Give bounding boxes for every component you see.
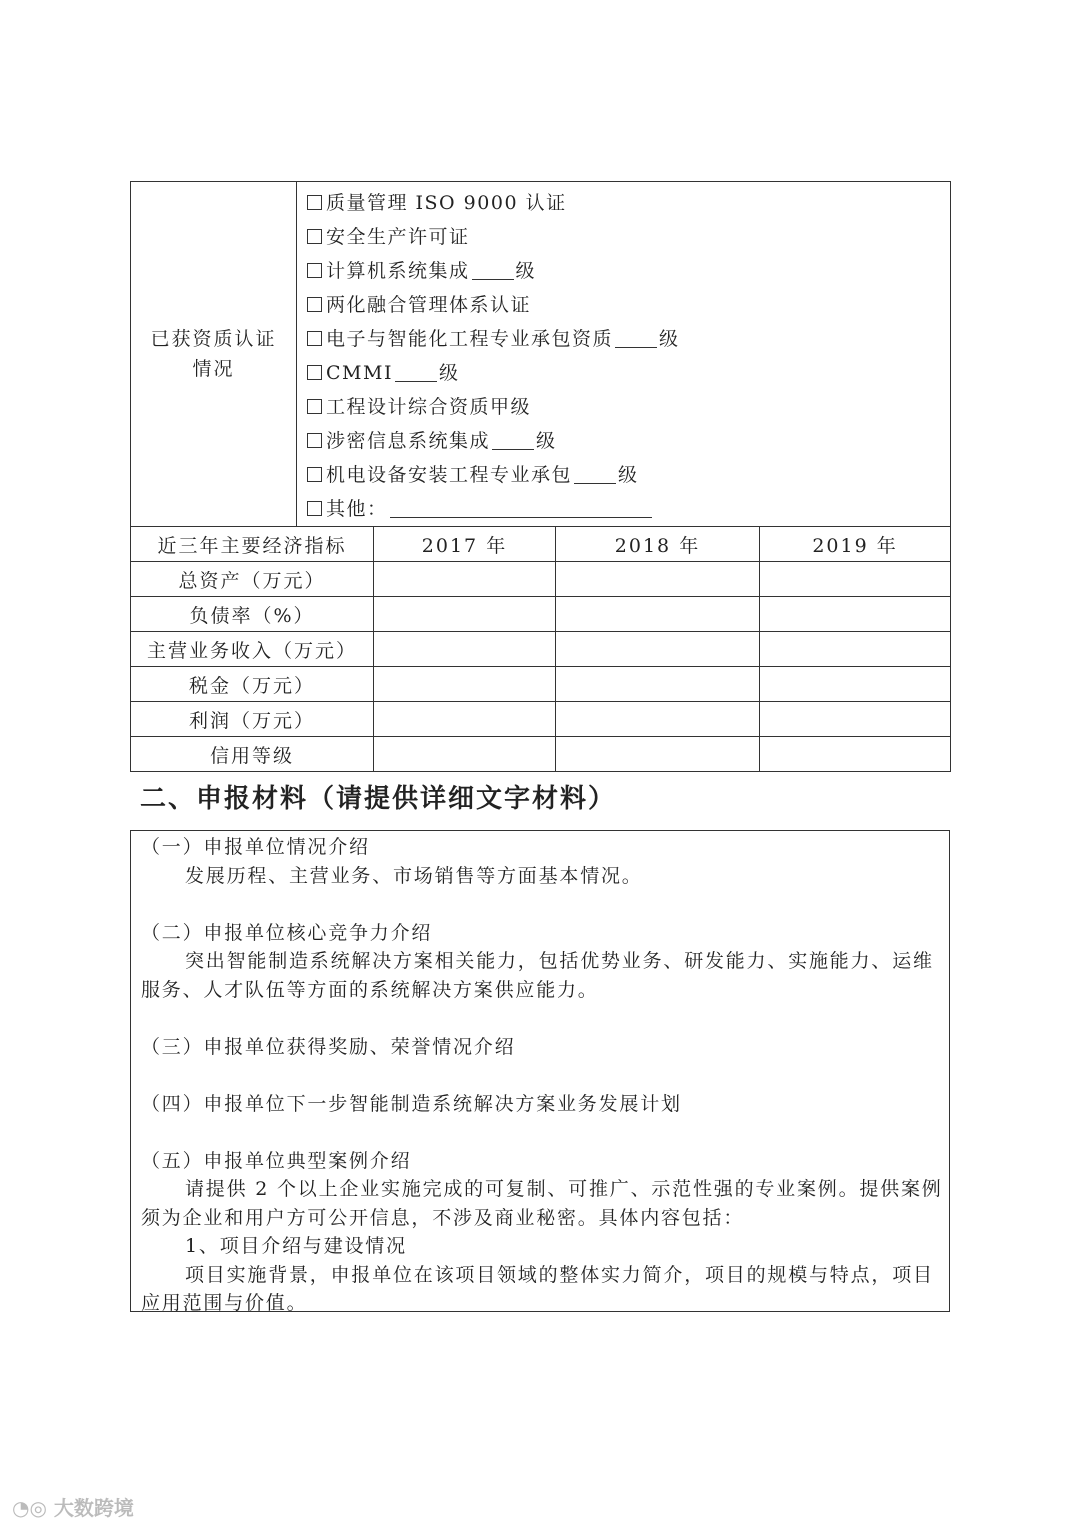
indicator-cell[interactable] (556, 667, 760, 702)
cert-item: 机电设备安装工程专业承包 级 (307, 458, 950, 492)
indicator-cell[interactable] (374, 702, 556, 737)
indicator-row (131, 632, 951, 667)
checkbox[interactable] (307, 229, 322, 244)
spacer (141, 890, 949, 919)
cert-item: 其他： (307, 492, 950, 526)
spacer (141, 1061, 949, 1090)
cert-item: 电子与智能化工程专业承包资质 级 (307, 322, 950, 356)
indicator-cell[interactable] (374, 562, 556, 597)
qualification-and-indicators-table (130, 181, 951, 772)
case-item-heading: 1、项目介绍与建设情况 (185, 1235, 407, 1257)
logo-icon: ◔◎ (12, 1496, 54, 1520)
checkbox[interactable] (307, 399, 322, 414)
checkbox[interactable] (307, 195, 322, 210)
cert-item: 涉密信息系统集成 级 (307, 424, 950, 458)
indicator-header-label: 近三年主要经济指标 (131, 527, 374, 562)
level-blank[interactable] (492, 431, 534, 450)
indicator-row (131, 702, 951, 737)
subsection-heading: （五）申报单位典型案例介绍 (141, 1149, 412, 1172)
indicator-cell[interactable] (760, 632, 951, 667)
subsection-heading: （三）申报单位获得奖励、荣誉情况介绍 (141, 1035, 516, 1058)
other-blank[interactable] (390, 499, 652, 518)
checkbox[interactable] (307, 297, 322, 312)
indicator-row (131, 667, 951, 702)
indicator-cell[interactable] (760, 667, 951, 702)
checkbox[interactable] (307, 331, 322, 346)
spacer (141, 1118, 949, 1147)
subsection-body: 突出智能制造系统解决方案相关能力，包括优势业务、研发能力、实施能力、运维服务、人才队伍等方面的系统解决方案供应能力。 (141, 950, 934, 1001)
indicator-cell[interactable] (760, 702, 951, 737)
level-blank[interactable] (472, 261, 514, 280)
level-blank[interactable] (615, 329, 657, 348)
indicator-cell[interactable] (556, 702, 760, 737)
indicator-header-row (131, 527, 951, 562)
indicator-cell[interactable] (556, 737, 760, 772)
year-header: 2018 年 (556, 527, 760, 562)
subsection-heading: （一）申报单位情况介绍 (141, 836, 370, 858)
checkbox[interactable] (307, 433, 322, 448)
indicator-row (131, 737, 951, 772)
subsection-heading: （四）申报单位下一步智能制造系统解决方案业务发展计划 (141, 1092, 682, 1115)
indicator-row (131, 562, 951, 597)
indicator-cell[interactable] (556, 597, 760, 632)
indicator-cell[interactable] (374, 737, 556, 772)
checkbox[interactable] (307, 501, 322, 516)
indicator-label: 总资产（万元） (131, 562, 374, 597)
qualification-label: 已获资质认证 情况 (131, 182, 297, 527)
watermark: ◔◎ 大数跨境 (12, 1496, 134, 1520)
indicator-cell[interactable] (556, 632, 760, 667)
level-blank[interactable] (395, 363, 437, 382)
cert-item: CMMI 级 (307, 356, 950, 390)
indicator-cell[interactable] (760, 597, 951, 632)
subsection-heading: （二）申报单位核心竞争力介绍 (141, 921, 433, 944)
cert-item: 工程设计综合资质甲级 (307, 390, 950, 424)
indicator-label: 利润（万元） (131, 702, 374, 737)
indicator-cell[interactable] (556, 562, 760, 597)
cert-item: 质量管理 ISO 9000 认证 (307, 186, 950, 220)
checkbox[interactable] (307, 365, 322, 380)
case-item-body: 项目实施背景，申报单位在该项目领域的整体实力简介，项目的规模与特点，项目应用范围与价值。 (141, 1263, 934, 1314)
indicator-cell[interactable] (760, 737, 951, 772)
indicator-cell[interactable] (374, 632, 556, 667)
spacer (141, 1004, 949, 1033)
qualification-checklist (297, 182, 951, 527)
section-title: 二、申报材料（请提供详细文字材料） (140, 784, 617, 814)
year-header: 2019 年 (760, 527, 951, 562)
indicator-label: 信用等级 (131, 737, 374, 772)
subsection-body: 请提供 2 个以上企业实施完成的可复制、可推广、示范性强的专业案例。提供案例须为企业和用户方可公开信息，不涉及商业秘密。具体内容包括： (141, 1178, 943, 1229)
indicator-cell[interactable] (374, 597, 556, 632)
indicator-cell[interactable] (374, 667, 556, 702)
cert-item: 安全生产许可证 (307, 220, 950, 254)
indicator-cell[interactable] (760, 562, 951, 597)
cert-item: 计算机系统集成 级 (307, 254, 950, 288)
level-blank[interactable] (574, 465, 616, 484)
cert-item: 两化融合管理体系认证 (307, 288, 950, 322)
checkbox[interactable] (307, 467, 322, 482)
indicator-label: 主营业务收入（万元） (131, 632, 374, 667)
subsection-body: 发展历程、主营业务、市场销售等方面基本情况。 (185, 864, 643, 887)
indicator-label: 负债率（%） (131, 597, 374, 632)
checkbox[interactable] (307, 263, 322, 278)
indicator-label: 税金（万元） (131, 667, 374, 702)
materials-box (130, 830, 950, 1312)
indicator-row (131, 597, 951, 632)
year-header: 2017 年 (374, 527, 556, 562)
